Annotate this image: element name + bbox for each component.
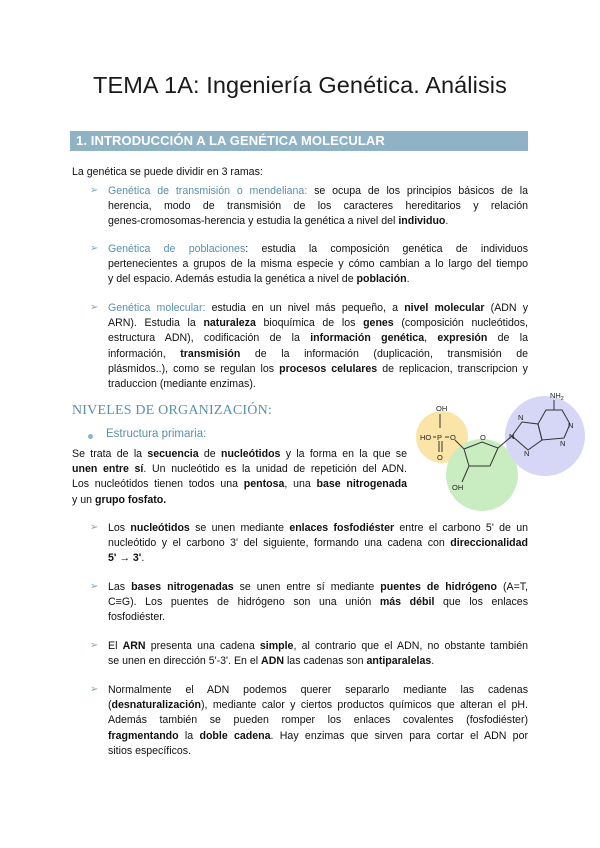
rama-text: bioquímica de los <box>255 317 364 330</box>
fig-label-o: O <box>450 433 456 442</box>
arrow-bullet-icon: ➢ <box>90 684 99 695</box>
rama-text: de la información (duplicación, transmisión de <box>240 347 528 360</box>
fig-label-o-double: O <box>437 453 443 462</box>
punto-bases <box>108 580 528 626</box>
punto-text: ( <box>108 699 112 712</box>
rama-bold: procesos celulares <box>279 362 378 375</box>
estructura-primaria-text <box>72 447 407 508</box>
rama-text: estudia en un nivel más pequeño, a <box>205 302 405 314</box>
para-text: Se trata de la <box>72 448 148 460</box>
rama-bold: transmisión <box>180 347 241 360</box>
rama-text: . <box>445 215 449 228</box>
para-bold: nucleótidos <box>220 448 281 460</box>
punto-text: fosfodiéster. <box>108 611 166 624</box>
rama-text: de replicacion, transcripcion y <box>377 362 528 375</box>
rama-transmision <box>108 184 528 230</box>
rama-bold: naturaleza <box>203 317 256 330</box>
punto-text: . <box>431 655 435 668</box>
arrow-bullet-icon: ➢ <box>90 581 99 592</box>
punto-text: C≡G). Los puentes de hidrógeno son una unión <box>108 596 380 609</box>
estructura-primaria-heading: Estructura primaria: <box>106 428 207 440</box>
rama-text: estructura ADN), codificación de la <box>108 332 311 345</box>
rama-text: información, <box>108 347 181 360</box>
niveles-heading: NIVELES DE ORGANIZACIÓN: <box>72 403 273 418</box>
punto-text: . Hay enzimas que sirven para cortar el ADN por <box>270 729 528 742</box>
rama-text: herencia, modo de transmisión de los caracteres hereditarios y relación <box>108 200 528 213</box>
circle-bullet-icon <box>88 434 93 439</box>
rama-bold: población <box>356 273 407 286</box>
arrow-bullet-icon: ➢ <box>90 243 99 254</box>
punto-bold: ADN <box>261 655 284 668</box>
punto-text: las cadenas son <box>284 655 367 668</box>
para-text: de <box>198 448 221 460</box>
punto-bold: nucleótidos <box>130 522 190 534</box>
fig-label-n: N <box>509 432 515 441</box>
rama-bold: expresión <box>437 332 488 345</box>
punto-text: (A=T, <box>497 581 529 593</box>
punto-bold: bases nitrogenadas <box>131 581 234 593</box>
rama-text: y del espacio. Además estudia la genética a nivel de <box>108 273 357 286</box>
rama-text: , <box>424 332 438 345</box>
punto-text: Los <box>108 522 131 534</box>
punto-text: Las <box>108 581 132 593</box>
punto-bold: doble cadena <box>199 729 271 742</box>
fig-label-n: N <box>524 449 530 458</box>
rama-bold: nivel molecular <box>404 302 485 314</box>
rama-bold: individuo <box>398 215 446 228</box>
punto-text: Además también se pueden romper los enlaces covalentes (fosfodiéster) <box>108 714 528 727</box>
nucleotide-diagram <box>414 392 586 514</box>
punto-nucleotidos <box>108 521 528 567</box>
fig-label-nh2: $NH_2$ <box>550 392 564 402</box>
para-bold: unen entre sí <box>72 463 144 476</box>
punto-text: nucleótido y el carbono 3' del siguiente, formando una cadena con <box>108 537 451 550</box>
arrow-bullet-icon: ➢ <box>90 185 99 196</box>
fig-label-o-ring: O <box>480 433 486 442</box>
punto-text: ), mediante calor y ciertos productos químicos que alteran el pH. <box>201 699 528 712</box>
fig-label-ho: HO <box>420 433 432 442</box>
punto-bold: enlaces fosfodiéster <box>289 522 395 534</box>
fig-label-p: P <box>437 433 443 442</box>
punto-text: se unen mediante <box>189 522 290 534</box>
rama-term: Genética molecular: <box>108 302 206 314</box>
rama-bold: genes <box>363 317 394 330</box>
page-title: TEMA 1A: Ingeniería Genética. Análisis <box>93 72 507 98</box>
punto-bold: 5' → 3' <box>108 552 142 565</box>
rama-text: ARN). Estudia la <box>108 317 204 330</box>
punto-bold: fragmentando <box>108 729 179 742</box>
rama-term: Genética de poblaciones <box>108 243 246 255</box>
para-text: y un <box>72 493 95 506</box>
rama-text: traduccion (mediante enzimas). <box>108 378 256 391</box>
punto-text: que los enlaces <box>434 596 528 609</box>
rama-term: Genética de transmisión o mendeliana: <box>108 185 308 197</box>
rama-text: de la <box>487 332 528 345</box>
nitrogenous-base-circle <box>505 396 585 476</box>
rama-text: plásmidos..), como se regulan los <box>108 362 280 375</box>
punto-text: se unen entre sí mediante <box>233 581 381 593</box>
punto-text: la <box>178 729 200 742</box>
punto-text: se unen en dirección 5'-3'. En el <box>108 655 262 668</box>
rama-text: (composición nucleótidos, <box>393 317 528 330</box>
para-text: Los nucleótidos tienen todos una <box>72 478 244 491</box>
punto-text: Normalmente el ADN podemos querer separarlo mediante las cadenas <box>108 684 528 696</box>
rama-text: se ocupa de los principios básicos de la <box>314 185 529 197</box>
fig-label-n: N <box>568 421 574 430</box>
punto-desnaturalizacion <box>108 683 528 759</box>
para-text: , una <box>284 478 317 491</box>
section-heading-bar <box>70 131 528 151</box>
section-heading: 1. INTRODUCCIÓN A LA GENÉTICA MOLECULAR <box>76 133 385 148</box>
punto-bold: simple <box>259 640 294 652</box>
punto-bold: ARN <box>122 640 146 652</box>
punto-bold: antiparalelas <box>366 655 432 668</box>
arrow-bullet-icon: ➢ <box>90 522 99 533</box>
punto-text: El <box>108 640 123 652</box>
rama-text: genes-cromosomas-herencia y estudia la genética a nivel del <box>108 215 399 228</box>
punto-bold: desnaturalización <box>111 699 202 712</box>
para-bold: grupo fosfato. <box>94 493 167 506</box>
intro-text: La genética se puede dividir en 3 ramas: <box>72 166 263 178</box>
punto-text: sitios específicos. <box>108 744 192 757</box>
para-bold: secuencia <box>147 448 199 460</box>
para-text: y la forma en la que se <box>280 448 407 460</box>
punto-text: , al contrario que el ADN, no obstante también <box>293 640 528 652</box>
punto-text: . <box>141 552 145 565</box>
para-bold: base nitrogenada <box>316 478 407 491</box>
rama-molecular <box>108 301 528 392</box>
rama-text: : estudia la composición genética de individuos <box>245 243 528 255</box>
rama-text: pertenecientes a grupos de la misma especie y cómo cambian a lo largo del tiempo <box>108 258 528 271</box>
arrow-bullet-icon: ➢ <box>90 302 99 313</box>
punto-text: presenta una cadena <box>145 640 260 652</box>
punto-bold: más débil <box>379 596 435 609</box>
fig-label-n: N <box>518 413 524 422</box>
fig-label-oh: OH <box>436 404 448 413</box>
punto-bold: puentes de hidrógeno <box>380 581 497 593</box>
punto-bold: direccionalidad <box>450 537 528 550</box>
rama-bold: información genética <box>310 332 425 345</box>
para-bold: pentosa <box>243 478 285 491</box>
punto-text: entre el carbono 5' de un <box>394 522 528 534</box>
pentose-sugar-circle <box>446 439 518 511</box>
para-text: . Un nucleótido es la unidad de repetición del ADN. <box>143 463 407 476</box>
punto-arn <box>108 639 528 669</box>
rama-text: . <box>406 273 410 286</box>
rama-text: (ADN y <box>484 302 529 314</box>
rama-poblaciones <box>108 242 528 288</box>
fig-label-oh-sugar: OH <box>452 483 464 492</box>
arrow-bullet-icon: ➢ <box>90 640 99 651</box>
fig-label-n: N <box>560 439 566 448</box>
